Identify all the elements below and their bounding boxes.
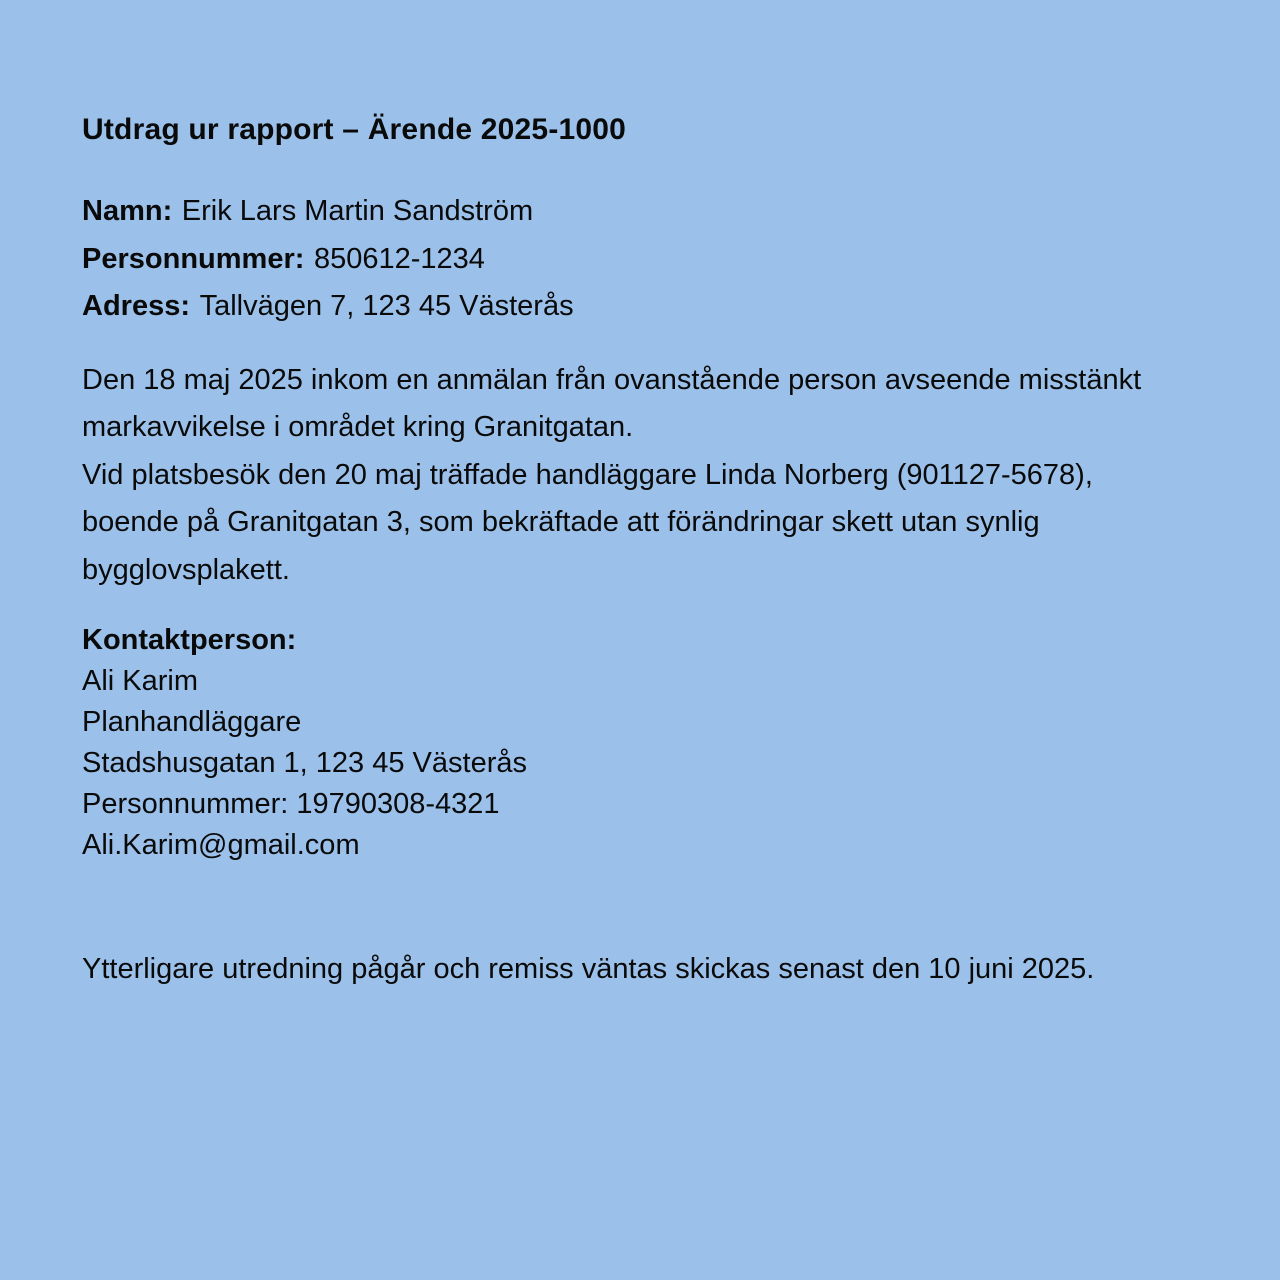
closing-statement: Ytterligare utredning pågår och remiss väntas skickas senast den 10 juni 2025. xyxy=(82,952,1095,985)
personnummer-label: Personnummer: xyxy=(82,242,305,275)
subject-personnummer-line xyxy=(82,236,1222,284)
subject-address-line xyxy=(82,283,1222,331)
contact-personnummer: Personnummer: 19790308-4321 xyxy=(82,787,500,820)
address-label: Adress: xyxy=(82,290,190,323)
case-description-sentence-2: Vid platsbesök den 20 maj träffade handläggare Linda Norberg (901127-5678), boende på Granitgatan 3, som bekräftade att förändringar skett utan synlig bygglovsplakett. xyxy=(82,458,1093,586)
name-label: Namn: xyxy=(82,195,173,227)
contact-email: Ali.Karim@gmail.com xyxy=(82,828,360,861)
contact-heading: Kontaktperson: xyxy=(82,624,297,657)
address-value: Tallvägen 7, 123 45 Västerås xyxy=(199,290,574,323)
subject-info xyxy=(82,188,1222,331)
contact-name: Ali Karim xyxy=(82,665,199,698)
contact-block xyxy=(82,620,1222,865)
case-description xyxy=(82,357,1172,595)
name-value: Erik Lars Martin Sandström xyxy=(181,195,534,227)
contact-address: Stadshusgatan 1, 123 45 Västerås xyxy=(82,747,527,779)
case-description-sentence-1: Den 18 maj 2025 inkom en anmälan från ovanstående person avseende misstänkt markavvikelse i området kring Granitgatan. xyxy=(82,363,1142,444)
subject-name-line xyxy=(82,188,1222,236)
personnummer-value: 850612-1234 xyxy=(313,242,485,275)
report-title: Utdrag ur rapport – Ärende 2025-1000 xyxy=(82,113,627,146)
contact-role: Planhandläggare xyxy=(82,706,302,739)
